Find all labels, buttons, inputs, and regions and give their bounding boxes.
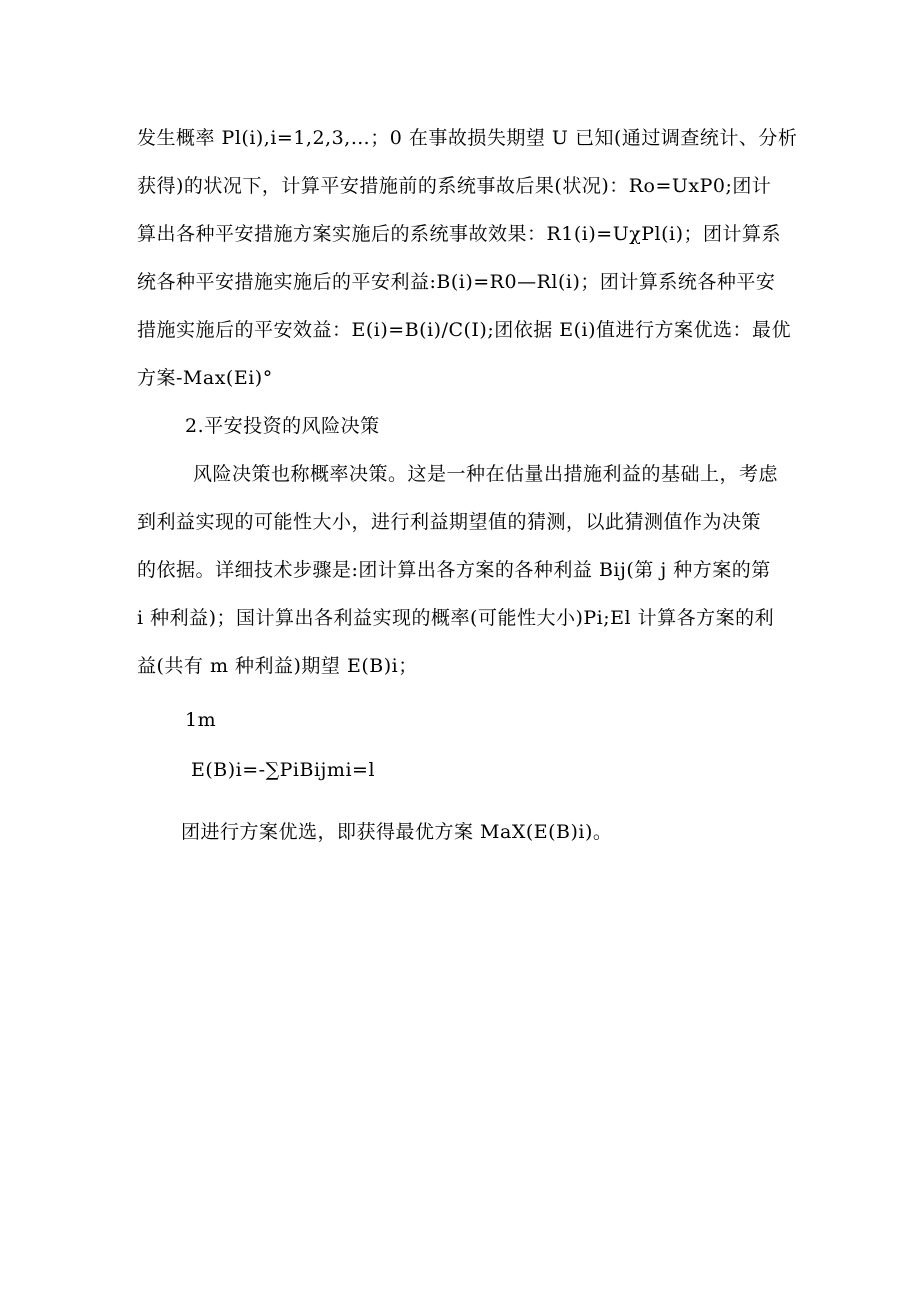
formula-line-1: 1m xyxy=(185,709,217,731)
paragraph1-line-5: 措施实施后的平安效益：E(i)=B(i)/C(I);团依据 E(i)值进行方案优选：最优 xyxy=(137,319,792,341)
paragraph1-line-6: 方案-Max(Ei)° xyxy=(137,367,273,389)
formula-line-2: E(B)i=-∑PiBijmi=l xyxy=(191,759,376,781)
section-heading: 2.平安投资的风险决策 xyxy=(185,415,380,437)
paragraph2-line-3: 的依据。详细技术步骤是:团计算出各方案的各种利益 Bij(第 j 种方案的第 xyxy=(137,559,771,581)
final-line: 团进行方案优选，即获得最优方案 MaX(E(B)i)。 xyxy=(181,821,613,843)
paragraph2-line-5: 益(共有 m 种利益)期望 E(B)i； xyxy=(137,655,418,677)
paragraph1-line-3: 算出各种平安措施方案实施后的系统事故效果：R1(i)=UχPl(i)；团计算系 xyxy=(137,223,782,245)
paragraph2-line-1: 风险决策也称概率决策。这是一种在估量出措施利益的基础上，考虑 xyxy=(193,463,779,485)
paragraph1-line-4: 统各种平安措施实施后的平安利益:B(i)=R0—Rl(i)；团计算系统各种平安 xyxy=(137,271,776,293)
paragraph1-line-2: 获得)的状况下，计算平安措施前的系统事故后果(状况)：Ro=UxP0;团计 xyxy=(137,175,772,197)
paragraph1-line-1: 发生概率 Pl(i),i=1,2,3,…；0 在事故损失期望 U 已知(通过调查统计、分析 xyxy=(137,127,798,149)
paragraph2-line-2: 到利益实现的可能性大小，进行利益期望值的猜测，以此猜测值作为决策 xyxy=(137,511,762,533)
paragraph2-line-4: i 种利益)；国计算出各利益实现的概率(可能性大小)Pi;El 计算各方案的利 xyxy=(137,607,775,629)
